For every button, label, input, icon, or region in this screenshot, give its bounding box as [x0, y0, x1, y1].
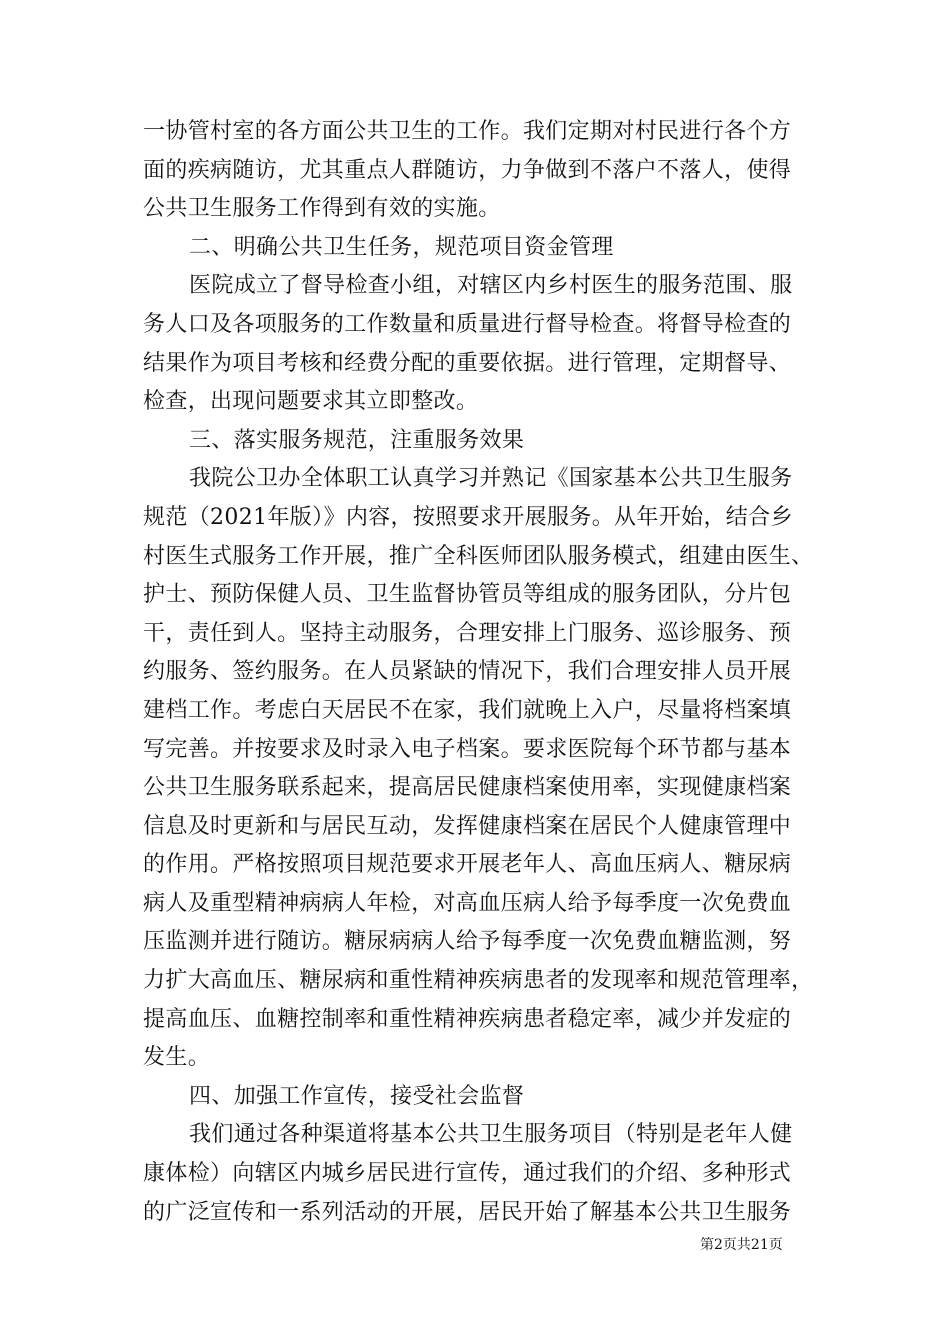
text-line: 写完善。并按要求及时录入电子档案。要求医院每个环节都与基本	[143, 736, 792, 762]
text-line: 我们通过各种渠道将基本公共卫生服务项目（特别是老年人健	[189, 1122, 793, 1148]
text-line: 公共卫生服务联系起来，提高居民健康档案使用率，实现健康档案	[143, 775, 792, 801]
text-line: 我院公卫办全体职工认真学习并熟记《国家基本公共卫生服务	[189, 466, 793, 492]
text-line: 结果作为项目考核和经费分配的重要依据。进行管理，定期督导、	[143, 350, 792, 376]
text-line: 康体检）向辖区内城乡居民进行宣传，通过我们的介绍、多种形式	[143, 1161, 792, 1187]
text-line: 约服务、签约服务。在人员紧缺的情况下，我们合理安排人员开展	[143, 659, 792, 685]
document-body	[143, 113, 825, 1232]
text-line: 的作用。严格按照项目规范要求开展老年人、高血压病人、糖尿病	[143, 852, 792, 878]
text-line: 面的疾病随访，尤其重点人群随访，力争做到不落户不落人，使得	[143, 157, 792, 183]
text-line: 提高血压、血糖控制率和重性精神疾病患者稳定率，减少并发症的	[143, 1006, 792, 1032]
text-line: 检查，出现问题要求其立即整改。	[143, 389, 479, 415]
text-line: 压监测并进行随访。糖尿病病人给予每季度一次免费血糖监测，努	[143, 929, 792, 955]
text-line: 建档工作。考虑白天居民不在家，我们就晚上入户，尽量将档案填	[143, 697, 792, 723]
text-line: 村医生式服务工作开展，推广全科医师团队服务模式，组建由医生、	[143, 543, 814, 569]
text-line: 力扩大高血压、糖尿病和重性精神疾病患者的发现率和规范管理率，	[143, 968, 814, 994]
text-line: 病人及重型精神病病人年检，对高血压病人给予每季度一次免费血	[143, 890, 792, 916]
text-line: 护士、预防保健人员、卫生监督协管员等组成的服务团队，分片包	[143, 582, 792, 608]
text-line: 一协管村室的各方面公共卫生的工作。我们定期对村民进行各个方	[143, 119, 792, 144]
text-line: 务人口及各项服务的工作数量和质量进行督导检查。将督导检查的	[143, 311, 792, 337]
text-line: 信息及时更新和与居民互动，发挥健康档案在居民个人健康管理中	[143, 813, 792, 839]
text-line: 的广泛宣传和一系列活动的开展，居民开始了解基本公共卫生服务	[143, 1199, 792, 1225]
section-heading: 二、明确公共卫生任务，规范项目资金管理	[189, 234, 614, 260]
text-line: 发生。	[143, 1045, 211, 1071]
text-line: 干，责任到人。坚持主动服务，合理安排上门服务、巡诊服务、预	[143, 620, 792, 646]
page-number: 第2页共21页	[700, 1237, 783, 1253]
section-heading: 三、落实服务规范，注重服务效果	[189, 427, 525, 453]
text-line: 规范（2021年版）》内容，按照要求开展服务。从年开始，结合乡	[143, 504, 793, 530]
text-line: 医院成立了督导检查小组，对辖区内乡村医生的服务范围、服	[189, 273, 793, 299]
section-heading: 四、加强工作宣传，接受社会监督	[189, 1083, 525, 1109]
text-line: 公共卫生服务工作得到有效的实施。	[143, 196, 501, 222]
